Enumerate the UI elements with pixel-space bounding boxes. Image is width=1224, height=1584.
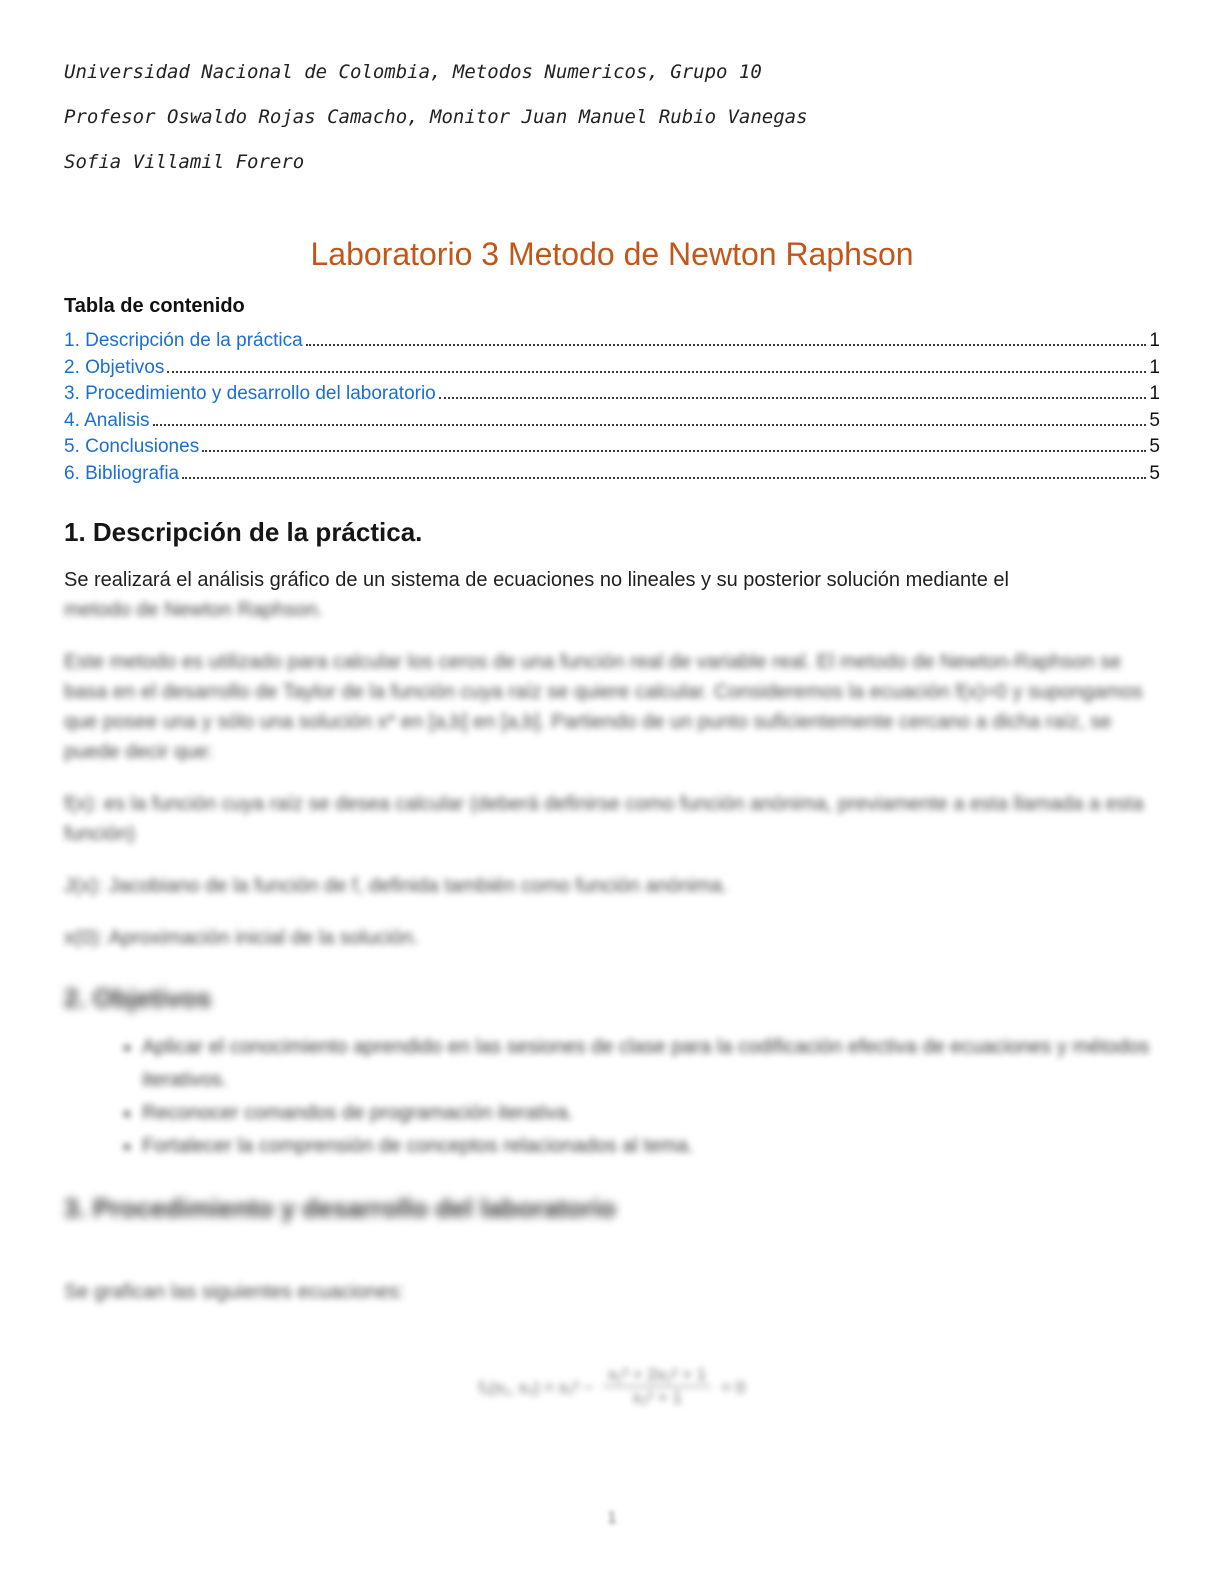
formula-suffix: = 0 xyxy=(721,1377,746,1397)
toc-link-bibliografia[interactable]: 6. Bibliografia xyxy=(64,462,180,484)
toc-dotted-leader xyxy=(182,477,1146,479)
toc-row xyxy=(64,381,1160,408)
fraction-numerator: x₁³ + 2x₂² + 1 xyxy=(603,1365,711,1387)
objective-item: • Reconocer comandos de programación iterativa. xyxy=(142,1097,1160,1130)
paragraph-graficas-blurred: Se grafican las siguientes ecuaciones: xyxy=(64,1281,405,1303)
toc-heading: Tabla de contenido xyxy=(64,295,245,317)
paragraph-metodo-blurred: Este metodo es utilizado para calcular los ceros de una función real de variable real. El metodo de Newton-Raphson se basa en el desarrollo de Taylor de la función cuya raíz se quiere calcular. Consideremos la ecuación f(x)=0 y supongamos que posee una y sólo una solución x* en [a,b] en [a,b]. Partiendo de un punto suficientemente cercano a dicha raíz, se puede decir que: xyxy=(64,651,1143,763)
toc-link-conclusiones[interactable]: 5. Conclusiones xyxy=(64,436,200,457)
page-title: Laboratorio 3 Metodo de Newton Raphson xyxy=(310,236,914,272)
toc-link-procedimiento[interactable]: 3. Procedimiento y desarrollo del laboratorio xyxy=(64,383,436,404)
meta-line-professor: Profesor Oswaldo Rojas Camacho, Monitor Juan Manuel Rubio Vanegas xyxy=(64,106,808,128)
meta-line-course: Universidad Nacional de Colombia, Metodos Numericos, Grupo 10 xyxy=(64,61,762,83)
document-meta-header xyxy=(64,50,1160,185)
toc-page-number: 1 xyxy=(1149,356,1160,378)
toc-row xyxy=(64,434,1160,461)
toc-dotted-leader xyxy=(439,397,1147,399)
toc-dotted-leader xyxy=(153,424,1147,426)
fraction-denominator: x₂² + 1 xyxy=(632,1388,682,1407)
toc-row xyxy=(64,328,1160,355)
toc-dotted-leader xyxy=(306,344,1147,346)
toc-link-analisis[interactable]: 4. Analisis xyxy=(64,409,150,431)
objective-item: • Fortalecer la comprensión de conceptos relacionados al tema. xyxy=(142,1130,1160,1163)
toc-row xyxy=(64,408,1160,435)
toc-link-objetivos[interactable]: 2. Objetivos xyxy=(64,356,165,378)
paragraph-fx-blurred: f(x): es la función cuya raíz se desea calcular (deberá definirse como función anónima, previamente a esta llamada a esta función) xyxy=(64,793,1144,845)
toc-dotted-leader xyxy=(167,371,1146,373)
objective-item: • Aplicar el conocimiento aprendido en las sesiones de clase para la codificación efectiva de ecuaciones y métodos iterativos. xyxy=(142,1031,1160,1097)
formula-prefix: f₁(x₁, x₂) = x₁² − xyxy=(478,1377,594,1397)
toc-page-number: 1 xyxy=(1149,330,1160,351)
paragraph-jacobiano-blurred: J(x): Jacobiano de la función de f, definida también como función anónima. xyxy=(64,875,728,897)
page-number-footer: 1 xyxy=(607,1508,617,1527)
section-heading-descripcion: 1. Descripción de la práctica. xyxy=(64,517,423,547)
equation-block xyxy=(64,1365,1160,1408)
toc-row xyxy=(64,355,1160,382)
toc-page-number: 5 xyxy=(1149,462,1160,484)
toc-link-descripcion[interactable]: 1. Descripción de la práctica xyxy=(64,330,303,351)
math-formula-blurred xyxy=(479,1365,745,1408)
toc-page-number: 5 xyxy=(1149,409,1160,431)
paragraph-clear-line: Se realizará el análisis gráfico de un sistema de ecuaciones no lineales y su posterior solución mediante el xyxy=(64,569,1009,591)
paragraph-blurred-line: metodo de Newton Raphson. xyxy=(64,599,324,621)
toc-dotted-leader xyxy=(202,450,1146,452)
meta-line-student: Sofia Villamil Forero xyxy=(64,151,305,173)
formula-fraction xyxy=(603,1365,711,1408)
section-heading-objetivos-blurred: 2. Objetivos xyxy=(64,983,212,1013)
toc-page-number: 5 xyxy=(1149,436,1160,457)
objectives-list xyxy=(64,1031,1160,1163)
toc-page-number: 1 xyxy=(1149,383,1160,404)
table-of-contents xyxy=(64,293,1160,487)
section-heading-procedimiento-blurred: 3. Procedimiento y desarrollo del laboratorio xyxy=(64,1193,616,1223)
paragraph-x0-blurred: x(0): Aproximación inicial de la solución. xyxy=(64,927,419,949)
toc-row xyxy=(64,461,1160,488)
paragraph-descripcion-intro xyxy=(64,565,1160,625)
